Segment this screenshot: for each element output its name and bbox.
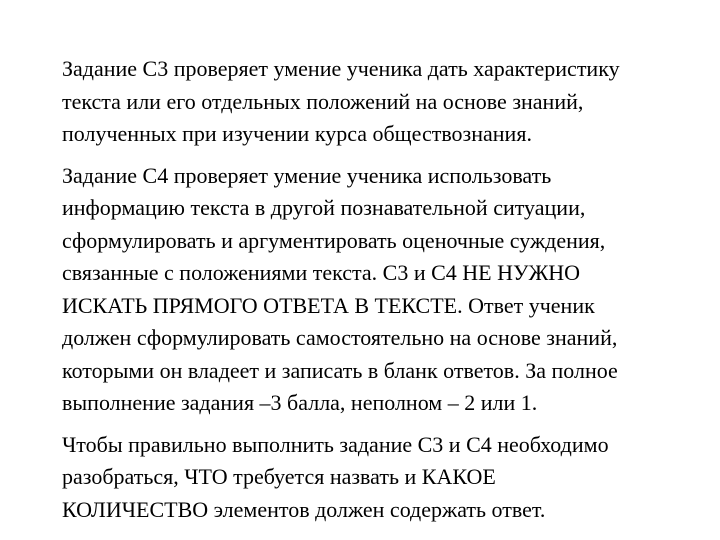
text-line: Чтобы правильно выполнить задание С3 и С4 необходимо xyxy=(62,431,609,457)
text-line: связанные с положениями текста. С3 и С4 НЕ НУЖНО xyxy=(62,260,581,285)
text-line: информацию текста в другой познавательной ситуации, xyxy=(62,195,586,220)
paragraph-c4-description xyxy=(62,160,702,420)
text-line: ИСКАТЬ ПРЯМОГО ОТВЕТА В ТЕКСТЕ. Ответ ученик xyxy=(62,292,595,318)
text-line: Задание С3 проверяет умение ученика дать характеристику xyxy=(62,56,620,81)
text-line: КОЛИЧЕСТВО элементов должен содержать ответ. xyxy=(62,496,546,522)
text-line: должен сформулировать самостоятельно на основе знаний, xyxy=(62,325,618,350)
text-line: выполнение задания –3 балла, неполном – 2 или 1. xyxy=(62,390,538,415)
paragraph-c3-description xyxy=(62,53,702,151)
text-line: которыми он владеет и записать в бланк ответов. За полное xyxy=(62,357,618,383)
paragraph-instructions xyxy=(62,429,702,527)
slide-text-body xyxy=(62,53,702,526)
text-line: разобраться, ЧТО требуется назвать и КАКОЕ xyxy=(62,464,496,489)
text-line: полученных при изучении курса обществознания. xyxy=(62,121,532,146)
text-line: Задание С4 проверяет умение ученика использовать xyxy=(62,162,552,188)
text-line: сформулировать и аргументировать оценочные суждения, xyxy=(62,227,606,253)
text-line: текста или его отдельных положений на основе знаний, xyxy=(62,88,584,114)
